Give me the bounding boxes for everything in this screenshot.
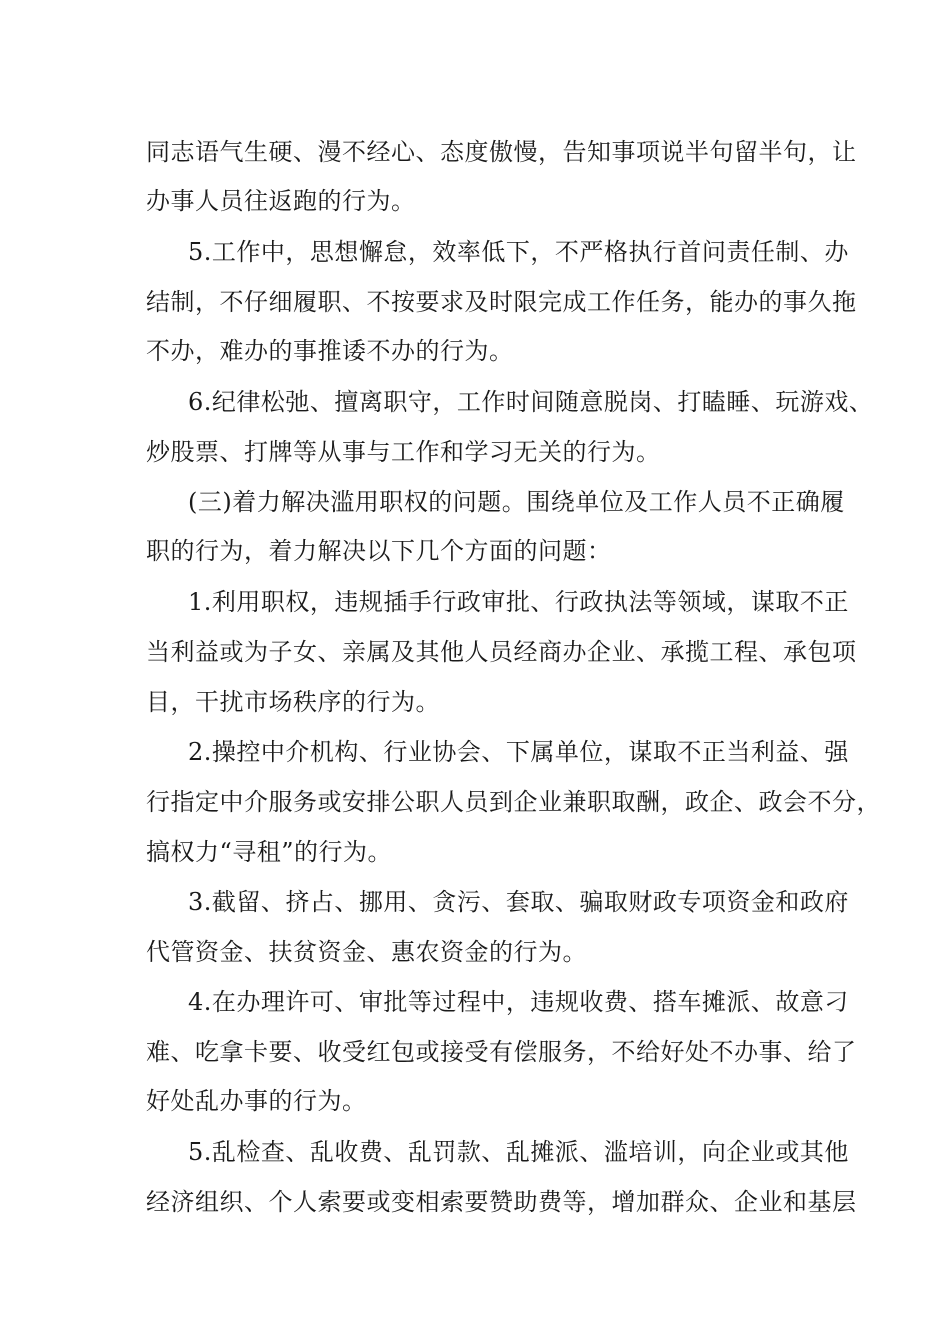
text-line: 结制，不仔细履职、不按要求及时限完成工作任务，能办的事久拖	[146, 288, 857, 316]
text-line: 同志语气生硬、漫不经心、态度傲慢，告知事项说半句留半句，让	[146, 138, 857, 166]
text-line: 目，干扰市场秩序的行为。	[146, 688, 440, 716]
text-line: 经济组织、个人索要或变相索要赞助费等，增加群众、企业和基层	[146, 1188, 857, 1216]
text-line: 当利益或为子女、亲属及其他人员经商办企业、承揽工程、承包项	[146, 638, 857, 666]
text-line: 职的行为，着力解决以下几个方面的问题：	[146, 537, 612, 565]
text-line: 1.利用职权，违规插手行政审批、行政执法等领域，谋取不正	[188, 588, 849, 616]
text-line: 4.在办理许可、审批等过程中，违规收费、搭车摊派、故意刁	[188, 988, 849, 1016]
text-line: 代管资金、扶贫资金、惠农资金的行为。	[146, 938, 587, 966]
text-line: 搞权力“寻租”的行为。	[146, 838, 393, 866]
text-line: 不办，难办的事推诿不办的行为。	[146, 337, 514, 365]
text-line: 3.截留、挤占、挪用、贪污、套取、骗取财政专项资金和政府	[188, 888, 849, 916]
text-line: 5.乱检查、乱收费、乱罚款、乱摊派、滥培训，向企业或其他	[188, 1138, 849, 1166]
text-line: 好处乱办事的行为。	[146, 1087, 367, 1115]
text-line: 难、吃拿卡要、收受红包或接受有偿服务，不给好处不办事、给了	[146, 1038, 857, 1066]
text-line: 2.操控中介机构、行业协会、下属单位，谋取不正当利益、强	[188, 738, 849, 766]
text-line: 5.工作中，思想懈怠，效率低下，不严格执行首问责任制、办	[188, 238, 849, 266]
text-line: 6.纪律松弛、擅离职守，工作时间随意脱岗、打瞌睡、玩游戏、	[188, 388, 874, 416]
text-line: 办事人员往返跑的行为。	[146, 187, 416, 215]
text-line: (三)着力解决滥用职权的问题。围绕单位及工作人员不正确履	[188, 488, 845, 516]
text-line: 行指定中介服务或安排公职人员到企业兼职取酬，政企、政会不分，	[146, 788, 881, 816]
text-line: 炒股票、打牌等从事与工作和学习无关的行为。	[146, 438, 661, 466]
